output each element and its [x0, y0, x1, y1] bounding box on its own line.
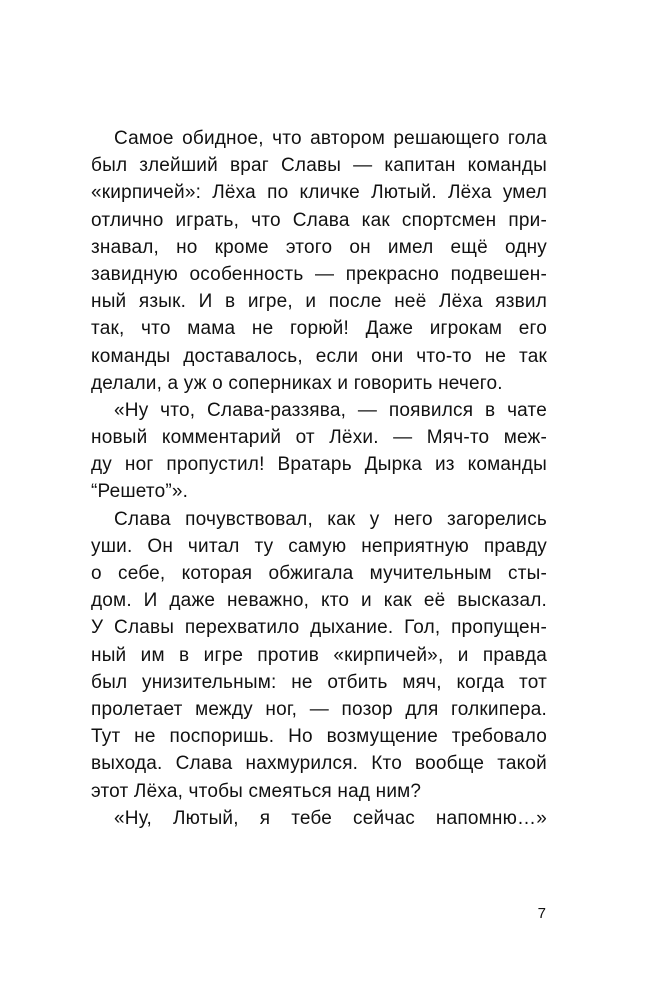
text-line: ду ног пропустил! Вратарь Дырка из команды: [91, 454, 547, 476]
text-line: ный язык. И в игре, и после неё Лёха язвил: [91, 291, 547, 313]
text-line: команды доставалось, если они что-то не так: [91, 345, 547, 367]
text-line: ный им в игре против «кирпичей», и правда: [91, 644, 547, 666]
text-line: о себе, которая обжигала мучительным сты-: [91, 563, 547, 584]
text-line: завидную особенность — прекрасно подвешен-: [91, 263, 547, 285]
text-line: «Ну что, Слава-раззява, — появился в чате: [114, 399, 547, 421]
page-number: 7: [537, 905, 546, 922]
text-line: Слава почувствовал, как у него загорелись: [114, 508, 547, 530]
text-line: уши. Он читал ту самую неприятную правду: [91, 535, 547, 557]
text-line: «кирпичей»: Лёха по кличке Лютый. Лёха умел: [91, 182, 547, 204]
text-line: дом. И даже неважно, кто и как её высказал.: [91, 590, 547, 612]
text-line: выхода. Слава нахмурился. Кто вообще такой: [91, 753, 547, 775]
text-line: делали, а уж о соперниках и говорить нечего.: [91, 372, 503, 394]
text-line: был злейший враг Славы — капитан команды: [91, 155, 547, 177]
text-line: Тут не поспоришь. Но возмущение требовало: [91, 726, 547, 748]
text-line: знавал, но кроме этого он имел ещё одну: [91, 236, 547, 258]
text-line: «Ну, Лютый, я тебе сейчас напомню…»: [114, 807, 547, 829]
text-line: У Славы перехватило дыхание. Гол, пропущен-: [91, 617, 547, 639]
text-line: “Решето”».: [91, 481, 189, 503]
text-line: этот Лёха, чтобы смеяться над ним?: [91, 780, 422, 802]
text-line: отлично играть, что Слава как спортсмен при-: [91, 209, 547, 231]
body-text: [91, 125, 547, 832]
text-line: новый комментарий от Лёхи. — Мяч-то меж-: [91, 427, 547, 449]
text-line: так, что мама не горюй! Даже игрокам его: [91, 318, 547, 340]
text-line: пролетает между ног, — позор для голкипера.: [91, 698, 547, 720]
text-line: Самое обидное, что автором решающего гола: [114, 128, 547, 149]
text-line: был унизительным: не отбить мяч, когда тот: [91, 671, 547, 693]
